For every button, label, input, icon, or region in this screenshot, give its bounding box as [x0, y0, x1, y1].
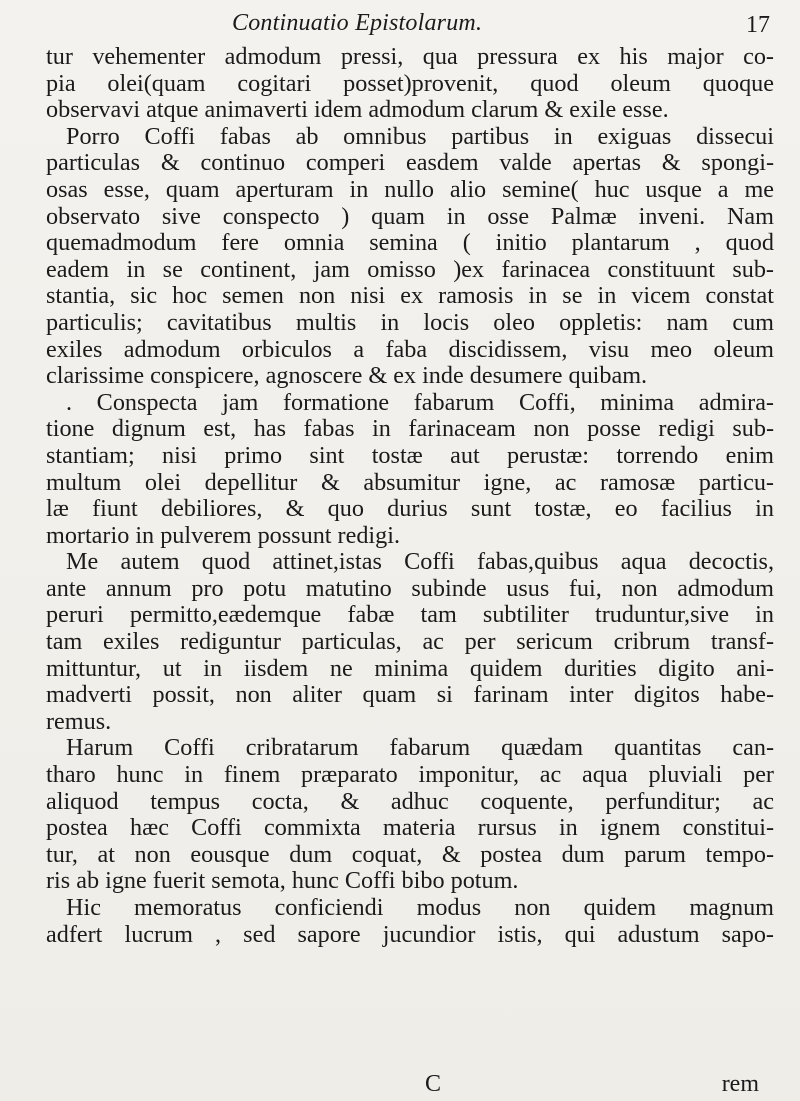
- text-line: tam exiles rediguntur particulas, ac per sericum cribrum transf-: [46, 629, 774, 656]
- text-line: postea hæc Coffi commixta materia rursus in ignem constitui-: [46, 815, 774, 842]
- text-line: particulis; cavitatibus multis in locis oleo oppletis: nam cum: [46, 309, 774, 336]
- text-line: madverti possit, non aliter quam si farinam inter digitos habe-: [46, 682, 774, 709]
- paragraph-start-line: Porro Coffi fabas ab omnibus partibus in exiguas dissecui: [66, 123, 774, 150]
- text-line: exiles admodum orbiculos a faba discidissem, visu meo oleum: [46, 336, 774, 363]
- text-line: peruri permitto,eædemque fabæ tam subtiliter truduntur,sive in: [46, 602, 774, 629]
- text-line: multum olei depellitur & absumitur igne, ac ramosæ particu-: [46, 469, 774, 496]
- text-line: tur, at non eousque dum coquat, & postea dum parum tempo-: [46, 841, 774, 868]
- text-line: stantia, sic hoc semen non nisi ex ramosis in se in vicem constat: [46, 283, 774, 310]
- text-line: stantiam; nisi primo sint tostæ aut perustæ: torrendo enim: [46, 442, 774, 469]
- running-head: [0, 10, 800, 46]
- text-line: eadem in se continent, jam omisso )ex farinacea constituunt sub-: [46, 256, 774, 283]
- text-line: ris ab igne fuerit semota, hunc Coffi bibo potum.: [46, 868, 519, 895]
- text-line: ante annum pro potu matutino subinde usus fui, non admodum: [46, 575, 774, 602]
- text-line: remus.: [46, 708, 112, 735]
- text-line: mortario in pulverem possunt redigi.: [46, 522, 401, 549]
- text-line: tur vehementer admodum pressi, qua pressura ex his major co-: [46, 44, 774, 70]
- body-text: [46, 44, 774, 948]
- paragraph-start-line: Me autem quod attinet,istas Coffi fabas,quibus aqua decoctis,: [66, 549, 774, 576]
- page-number: 17: [746, 12, 770, 38]
- text-line: clarissime conspicere, agnoscere & ex inde desumere quibam.: [46, 363, 648, 390]
- running-title: Continuatio Epistolarum.: [232, 10, 483, 36]
- text-line: observavi atque animaverti idem admodum clarum & exile esse.: [46, 97, 669, 124]
- text-line: osas esse, quam aperturam in nullo alio semine( huc usque a me: [46, 176, 774, 203]
- text-line: aliquod tempus cocta, & adhuc coquente, perfunditur; ac: [46, 788, 774, 815]
- text-line: particulas & continuo comperi easdem valde apertas & spongi-: [46, 150, 774, 177]
- text-line: pia olei(quam cogitari posset)provenit, quod oleum quoque: [46, 70, 774, 97]
- text-line: mittuntur, ut in iisdem ne minima quidem durities digito ani-: [46, 655, 774, 682]
- paragraph-start-line: Hic memoratus conficiendi modus non quidem magnum: [66, 895, 774, 921]
- text-line: observato sive conspecto ) quam in osse Palmæ inveni. Nam: [46, 203, 774, 230]
- text-line: tharo hunc in finem præparato imponitur, ac aqua pluviali per: [46, 762, 774, 789]
- paragraph-start-line: . Conspecta jam formatione fabarum Coffi, minima admira-: [66, 389, 774, 416]
- page-footer: [0, 1071, 800, 1099]
- text-line: quemadmodum fere omnia semina ( initio plantarum , quod: [46, 230, 774, 257]
- paragraph-start-line: Harum Coffi cribratarum fabarum quædam quantitas can-: [66, 735, 774, 762]
- text-line: adfert lucrum , sed sapore jucundior istis, qui adustum sapo-: [46, 921, 774, 948]
- catchword: rem: [721, 1071, 759, 1097]
- text-line: læ fiunt debiliores, & quo durius sunt tostæ, eo facilius in: [46, 496, 774, 523]
- signature-mark: C: [425, 1071, 442, 1097]
- text-line: tione dignum est, has fabas in farinaceam non posse redigi sub-: [46, 416, 774, 443]
